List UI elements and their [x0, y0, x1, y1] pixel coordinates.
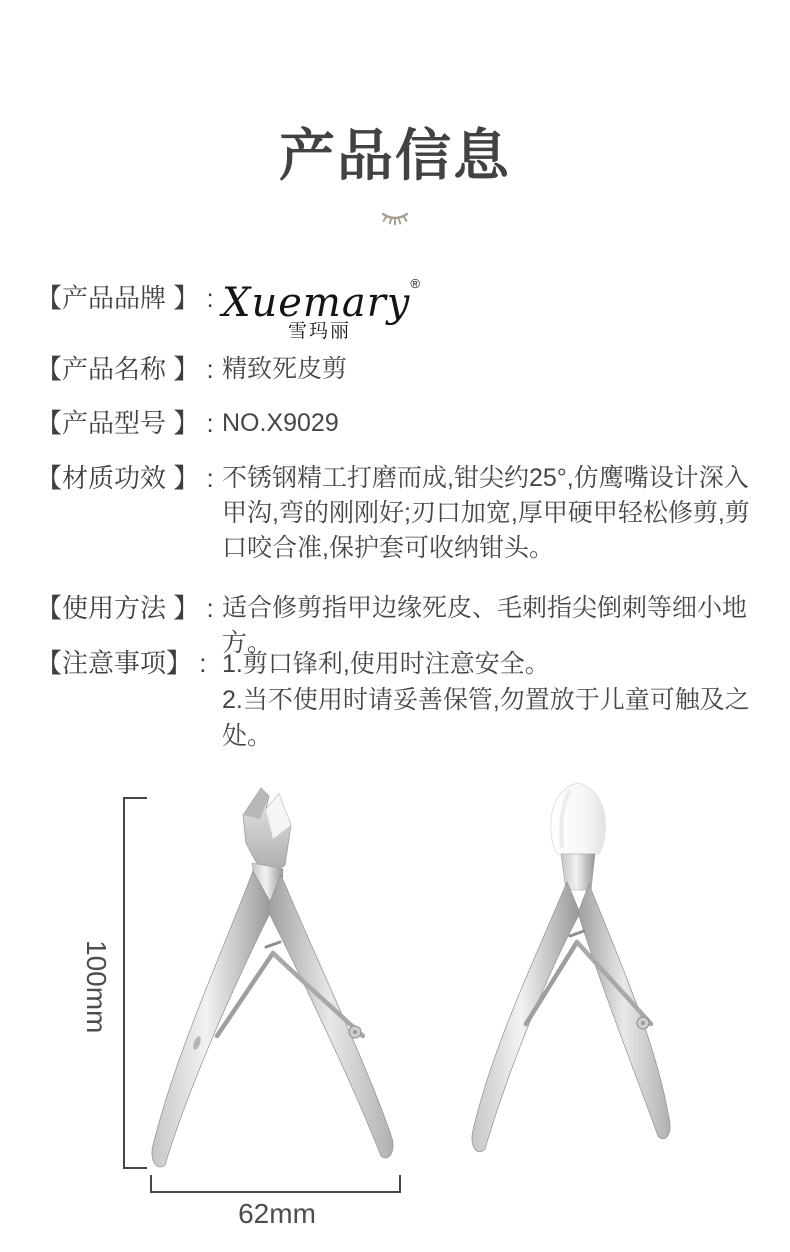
width-dimension-line — [150, 1191, 401, 1193]
row-material — [36, 461, 760, 566]
material-label: 【材质功效 】 : — [36, 463, 214, 493]
usage-value: 适合修剪指甲边缘死皮、毛刺指尖倒刺等细小地方。 — [222, 594, 748, 657]
material-line: 不锈钢精工打磨而成,钳尖约25°,仿鹰嘴设计深入 — [222, 464, 749, 492]
notice-line: 1.剪口锋利,使用时注意安全。 — [222, 650, 550, 678]
row-model — [36, 406, 760, 441]
notice-value — [222, 646, 760, 754]
height-dimension-label: 100mm — [81, 940, 112, 1034]
material-line: 甲沟,弯的刚刚好;刃口加宽,厚甲硬甲轻松修剪,剪 — [222, 499, 750, 527]
height-dimension-line — [123, 797, 125, 1169]
registered-mark: ® — [410, 276, 421, 291]
row-notice — [36, 646, 760, 754]
protective-cap — [551, 783, 606, 854]
height-dimension-tick-top — [123, 797, 147, 799]
model-value: NO.X9029 — [222, 409, 339, 437]
nipper-capped-photo — [430, 780, 710, 1160]
material-value — [222, 461, 760, 566]
brand-logo-chinese: 雪玛丽 — [288, 321, 352, 342]
page-title: 产品信息 — [279, 124, 511, 187]
notice-label: 【注意事项】 : — [36, 648, 207, 678]
eyelash-icon — [380, 209, 410, 227]
height-dimension-tick-bottom — [123, 1167, 147, 1169]
name-value: 精致死皮剪 — [222, 355, 348, 383]
brand-label: 【产品品牌 】 : — [36, 283, 214, 313]
width-dimension-label: 62mm — [238, 1198, 316, 1229]
width-dimension-tick-right — [399, 1175, 401, 1192]
name-label: 【产品名称 】 : — [36, 354, 214, 384]
row-name — [36, 352, 760, 387]
material-line: 口咬合准,保护套可收纳钳头。 — [222, 534, 554, 562]
brand-logo — [222, 262, 442, 343]
usage-label: 【使用方法 】 : — [36, 593, 214, 623]
width-dimension-tick-left — [150, 1175, 152, 1192]
brand-logo-script: Xuemary® — [222, 276, 421, 326]
model-label: 【产品型号 】 : — [36, 408, 214, 438]
notice-line: 2.当不使用时请妥善保管,勿置放于儿童可触及之处。 — [222, 686, 750, 750]
nipper-open-photo — [140, 785, 420, 1180]
